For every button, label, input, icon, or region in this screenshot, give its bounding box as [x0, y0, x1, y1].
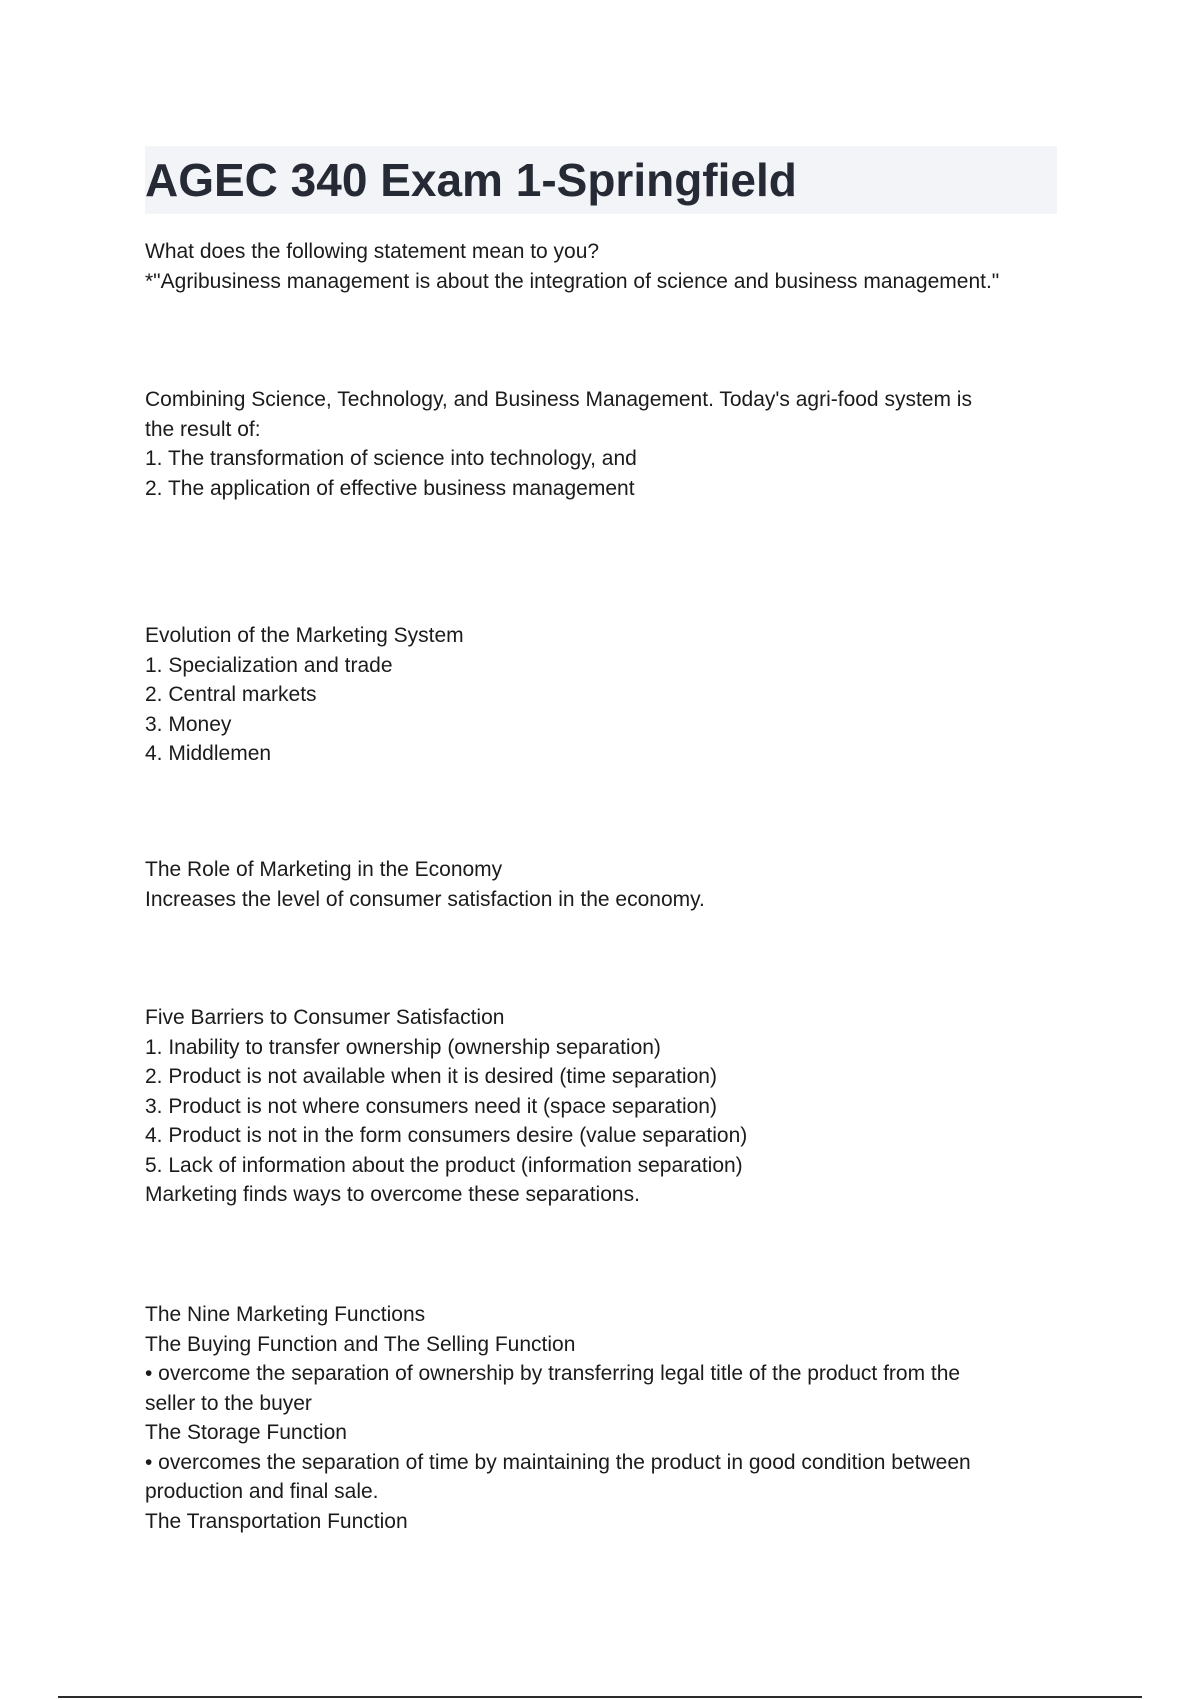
card-3-item-4: 4. Middlemen: [145, 742, 272, 765]
card-3: [145, 621, 1075, 769]
card-3-item-1: 1. Specialization and trade: [145, 653, 393, 677]
card-6-line-6: • overcomes the separation of time by maintaining the product in good condition between: [145, 1450, 971, 1474]
card-6-line-3: • overcome the separation of ownership by transferring legal title of the product from the: [145, 1362, 961, 1385]
card-5-summary: Marketing finds ways to overcome these separations.: [145, 1183, 640, 1206]
card-5-item-5: 5. Lack of information about the product (information separation): [145, 1153, 743, 1177]
card-4-heading: The Role of Marketing in the Economy: [145, 858, 503, 881]
card-1-term: What does the following statement mean to you?: [145, 240, 600, 263]
card-5-heading: Five Barriers to Consumer Satisfaction: [145, 1006, 505, 1029]
card-6-line-5: The Storage Function: [145, 1421, 347, 1444]
card-2-line-2: the result of:: [145, 417, 261, 441]
card-5-item-1: 1. Inability to transfer ownership (ownership separation): [145, 1035, 661, 1059]
card-4: [145, 855, 1075, 914]
card-6-line-4: seller to the buyer: [145, 1391, 312, 1415]
card-3-heading: Evolution of the Marketing System: [145, 624, 464, 647]
card-2-line-3: 1. The transformation of science into technology, and: [145, 447, 637, 470]
card-5-item-4: 4. Product is not in the form consumers desire (value separation): [145, 1124, 748, 1147]
card-1: [145, 237, 1075, 296]
card-5-item-3: 3. Product is not where consumers need it (space separation): [145, 1094, 717, 1118]
document-title: AGEC 340 Exam 1-Springfield: [145, 154, 797, 206]
card-6-line-2: The Buying Function and The Selling Function: [145, 1332, 576, 1356]
card-6: [145, 1300, 1075, 1536]
card-5: [145, 1003, 1075, 1210]
card-6-line-7: production and final sale.: [145, 1480, 379, 1503]
card-2: [145, 385, 1075, 503]
card-2-line-1: Combining Science, Technology, and Business Management. Today's agri-food system is: [145, 388, 972, 411]
card-4-definition: Increases the level of consumer satisfaction in the economy.: [145, 887, 705, 911]
footer-divider: [58, 1696, 1142, 1698]
card-6-line-8: The Transportation Function: [145, 1509, 408, 1533]
card-2-line-4: 2. The application of effective business management: [145, 476, 635, 500]
card-6-heading: The Nine Marketing Functions: [145, 1303, 426, 1326]
card-3-item-3: 3. Money: [145, 712, 232, 736]
card-5-item-2: 2. Product is not available when it is desired (time separation): [145, 1065, 717, 1088]
card-1-term-quote: *"Agribusiness management is about the integration of science and business management.": [145, 269, 1000, 293]
card-3-item-2: 2. Central markets: [145, 683, 317, 706]
